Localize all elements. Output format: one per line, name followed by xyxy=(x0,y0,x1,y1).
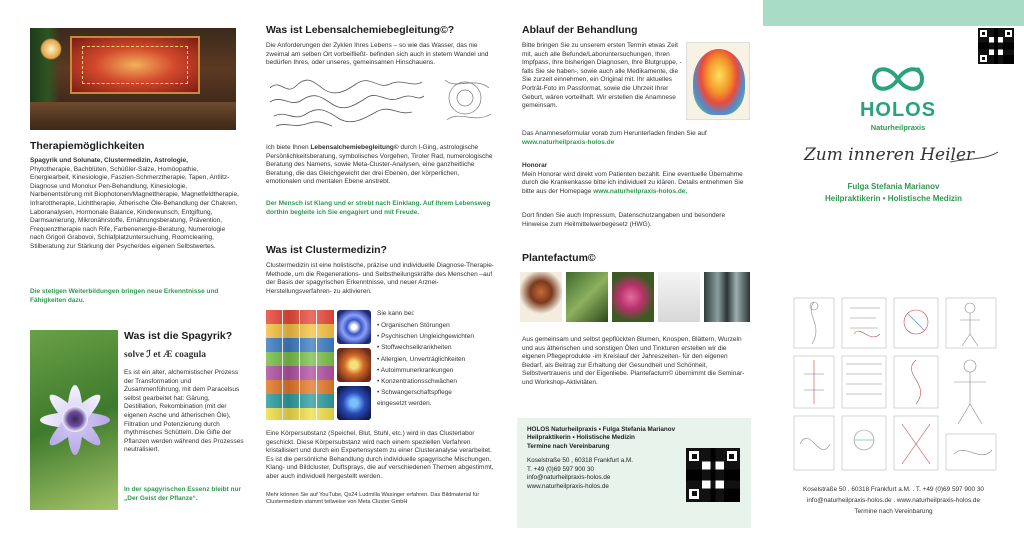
lebensalchemie-text xyxy=(266,144,496,187)
logo-wordmark: HOLOS xyxy=(859,99,937,121)
treatment-process-text: Bitte bringen Sie zu unserem ersten Termin etwas Zeit mit, auch alle Befunde/Laboruntersuchungen, Ihren Impfpass, Ihre bisherigen Diagnosen, Ihre Blutgruppe, -falls Sie sie haben-, sowie auch alle Medikamente, die Sie zurzeit einnehmen, ein Original mit. Ihr aktuelles Porträt-Foto im Passformat, sowie die Uhrzeit Ihrer Geburt, wären vorteilhaft. Wir erstellen die Anamnese gemeinsam. xyxy=(522,42,682,110)
list-item: • Allergien, Unverträglichkeiten xyxy=(377,354,501,365)
honorar-link[interactable]: www.naturheilpraxis-holos.de. xyxy=(593,187,688,195)
contact-address: Koselstraße 50 , 60318 Frankfurt a.M. xyxy=(527,457,634,465)
spagyrik-heading: Was ist die Spagyrik? xyxy=(124,330,233,342)
cover-top-bar xyxy=(763,0,1024,26)
footer-web-line[interactable]: info@naturheilpraxis-holos.de . www.naturheilpraxis-holos.de xyxy=(806,497,981,504)
contact-line-3: Termine nach Vereinbarung xyxy=(527,442,610,450)
slogan-text: Zum inneren Heiler xyxy=(804,145,975,165)
cluster-crystal-image-3 xyxy=(337,386,371,420)
list-item: • Konzentrationsschwächen xyxy=(377,376,501,387)
bottles-thumb xyxy=(704,272,750,322)
plantefactum-heading: Plantefactum© xyxy=(522,252,596,264)
legal-notice-text: Dort finden Sie auch Impressum, Datenschutzangaben und besondere Hinweise zum Heilmittelwerbegesetz (HWG). xyxy=(522,212,726,228)
therapy-options-heading: Therapiemöglichkeiten xyxy=(30,140,145,152)
contact-phone[interactable]: T. +49 (0)69 597 900 30 xyxy=(527,465,595,473)
lebens-text-bold: Lebensalchemiebegleitung© xyxy=(310,144,399,151)
honorar-heading: Honorar xyxy=(522,162,548,169)
honorar-section xyxy=(522,162,750,196)
anamnese-link[interactable]: www.naturheilpraxis-holos.de xyxy=(522,138,615,146)
handwritten-quote-image xyxy=(266,76,426,130)
lebens-text-a: Ich biete Ihnen xyxy=(266,144,311,151)
cluster-crystal-image-2 xyxy=(337,348,371,382)
logo-subtitle: Naturheilpraxis xyxy=(870,123,926,132)
flower-thumb xyxy=(612,272,654,322)
line-sketch-image xyxy=(435,70,499,130)
training-note: Die stetigen Weiterbildungen bringen neue Erkenntnisse und Fähigkeiten dazu. xyxy=(30,288,219,304)
honorar-text: Mein Honorar wird direkt vom Patienten bezahlt. Eine eventuelle Übernahme durch die Krankenkasse bitte ich individuell zu klären. Details entnehmen Sie bitte aus der Homepage xyxy=(522,170,744,195)
practice-room-photo xyxy=(30,28,236,130)
plant-drawing-thumb xyxy=(520,272,562,322)
color-mosaic-image xyxy=(266,310,334,420)
footer-address-line: Koselstraße 50 . 60318 Frankfurt a.M. . T. +49 (0)69 597 900 30 xyxy=(803,486,984,493)
anamnese-lead: Das Anamneseformular vorab zum Herunterladen finden Sie auf xyxy=(522,130,707,137)
contact-line-1: HOLOS Naturheilpraxis • Fulga Stefania Marianov xyxy=(527,426,676,433)
therapy-bold-lead: Spagyrik und Solunate, Clustermedizin, Astrologie, xyxy=(30,157,188,164)
cluster-list-lead: Sie kann bei: xyxy=(377,310,415,317)
qr-code-icon[interactable] xyxy=(978,28,1014,64)
therapy-list-text: Phytotherapie, Bachblüten, Schüßler-Salze, Homöopathie, Energiearbeit, Kinesiologie, Faszien-Schmerztherapie, Tapen, Antlitz-Diagnose und Monolux Pen-Behandlung, Kinesiologie, Narbenentstörung mit Biophotonen/Magnettherapie, Magnetfeldtherapie, Infrarottherapie, Lichttherapie, Ätherische Öle-Behandlung der Chakren, Laboranalysen, Hormonale Balance, Kinderwunsch, Entgiftung, Darmsanierung, Mikronährstoffe, Ernährungsberatung, Prävention, Frequenztherapie nach Rife, Farbenenergie-Beratung, Numerologie nach Grigori Grabovoi, Schlafplatzuntersuchung, Roomclearing, Stilberatung zur Stärkung der Psyche/des eigenen Selbstwertes. xyxy=(30,165,239,250)
qr-code-icon[interactable] xyxy=(686,448,740,502)
owner-title: Heilpraktikerin • Holistische Medizin xyxy=(824,194,963,203)
list-item: • Autoimmunerkrankungen xyxy=(377,365,501,376)
list-item: • Psychischen Ungleichgewichten xyxy=(377,331,501,342)
clustermedizin-intro: Clustermedizin ist eine holistische, präzise und individuelle Diagnose-Therapie-Methode, um die Regenerations- und Selbstheilungskräfte des Menschen –auf der Basis der spagyrischen Erkenntnisse, und neuer Arznei-Herstellungsverfahren- zu aktivieren. xyxy=(266,262,494,295)
contact-line-2: Heilpraktikerin • Holistische Medizin xyxy=(527,434,635,442)
lebensalchemie-intro: Die Anforderungen der Zyklen Ihres Lebens – so wie das Wasser, das nie zweimal am selben Ort vorbeifließt- befinden sich auch in stetem Wandel und bedürfen Ihres, oder unseres, gemeinsamen Hinschauens. xyxy=(266,42,489,67)
clustermedizin-source-note: Mehr können Sie auf YouTube, Qs24 Ludmilla Wasinger erfahren. Das Bildmaterial für Clustermedizin stammt teilweise von Meta Cluster GmbH xyxy=(266,492,480,506)
contact-web[interactable]: www.naturheilpraxis-holos.de xyxy=(527,483,609,490)
list-item: • Organischen Störungen xyxy=(377,320,501,331)
herbs-thumb xyxy=(566,272,608,322)
anamnese-text xyxy=(522,130,750,147)
clustermedizin-body: Eine Körpersubstanz (Speichel, Blut, Stuhl, etc.) wird in das Clusterlabor geschickt. Diese Körpersubstanz wird nach einem speziellen Verfahren kristallisiert und durch ein Expertensystem zu einer Clusteranalyse verarbeitet. Es ist die persönliche Behandlung durch individuelle spagyrische Mischungen, Klang- und Bildcluster, Duftsprays, die auf verschiedenen Themen abgestimmt, aber auch individuell hergestellt werden. xyxy=(266,430,494,480)
therapy-options-text xyxy=(30,157,240,252)
handwritten-slogan xyxy=(800,138,1000,168)
treatment-process-heading: Ablauf der Behandlung xyxy=(522,24,638,36)
contact-email[interactable]: info@naturheilpraxis-holos.de xyxy=(527,474,611,482)
lebensalchemie-heading: Was ist Lebensalchemiebegleitung©? xyxy=(266,24,455,36)
sketch-thumb xyxy=(658,272,700,322)
spagyrik-text: Es ist ein alter, alchemistischer Prozess der Transformation und Zusammenführung, mit dem Paracelsus selbst gearbeitet hat: Gärung, Destillation, Rekombination (mit der eigenen Asche und ätherischen Öle), Filtration und Potenzierung durch rhythmisches Schütteln. Die Gifte der Pflanzen werden während des Prozesses neutralisiert. xyxy=(124,369,244,454)
list-item: • Stoffwechselkrankheiten xyxy=(377,342,501,353)
list-item: • Schwangerschaftspflege xyxy=(377,387,501,398)
cluster-indications-list xyxy=(377,320,501,410)
owner-name: Fulga Stefania Marianov xyxy=(847,182,940,191)
aura-painting-image xyxy=(686,42,750,120)
essenz-note: In der spagyrischen Essenz bleibt nur „Der Geist der Pflanze“. xyxy=(124,486,242,502)
clustermedizin-heading: Was ist Clustermedizin? xyxy=(266,244,387,256)
infinity-logo-icon xyxy=(870,62,926,96)
list-end: eingesetzt werden. xyxy=(377,400,432,408)
anatomy-sketches-image xyxy=(790,294,1000,474)
solve-coagula-motto: solve ℐ et Æ coagula xyxy=(124,350,207,360)
passion-flower-photo xyxy=(30,330,118,510)
plantefactum-text: Aus gemeinsam und selbst gepflückten Blumen, Knospen, Blättern, Wurzeln und aus ätherischen und sonstigen Ölen und Tinkturen erstellen wir die eigenen Pflegeprodukte -im Kreislauf der Jahreszeiten- für den eigenen Bedarf, als Beitrag zur Erhaltung der Gesundheit und Schönheit, Selbstvertrauens und der Eigenliebe. Plantefactum© übernimmt die Seminar- und Workshop-Aktivitäten. xyxy=(522,336,745,386)
lebensalchemie-note: Der Mensch ist Klang und er strebt nach Einklang. Auf Ihrem Lebensweg dorthin begleite ich Sie engagiert und mit Freude. xyxy=(266,200,491,216)
cover-footer xyxy=(763,484,1024,517)
cluster-crystal-image-1 xyxy=(337,310,371,344)
lebens-text-b: durch I-Ging, astrologische Persönlichkeitsberatung, symbolisches Vorgehen, Tiroler Rad, numerologische Beratung des Namens, sowie Meta-Cluster-Analysen, eine ganzheitliche Beratung, die das Gleichgewicht der drei Ebenen, der körperlichen, emotionalen und mentalen Ebene anstrebt. xyxy=(266,144,493,186)
footer-appointment-line: Termine nach Vereinbarung xyxy=(854,508,933,515)
holos-logo xyxy=(850,62,946,132)
